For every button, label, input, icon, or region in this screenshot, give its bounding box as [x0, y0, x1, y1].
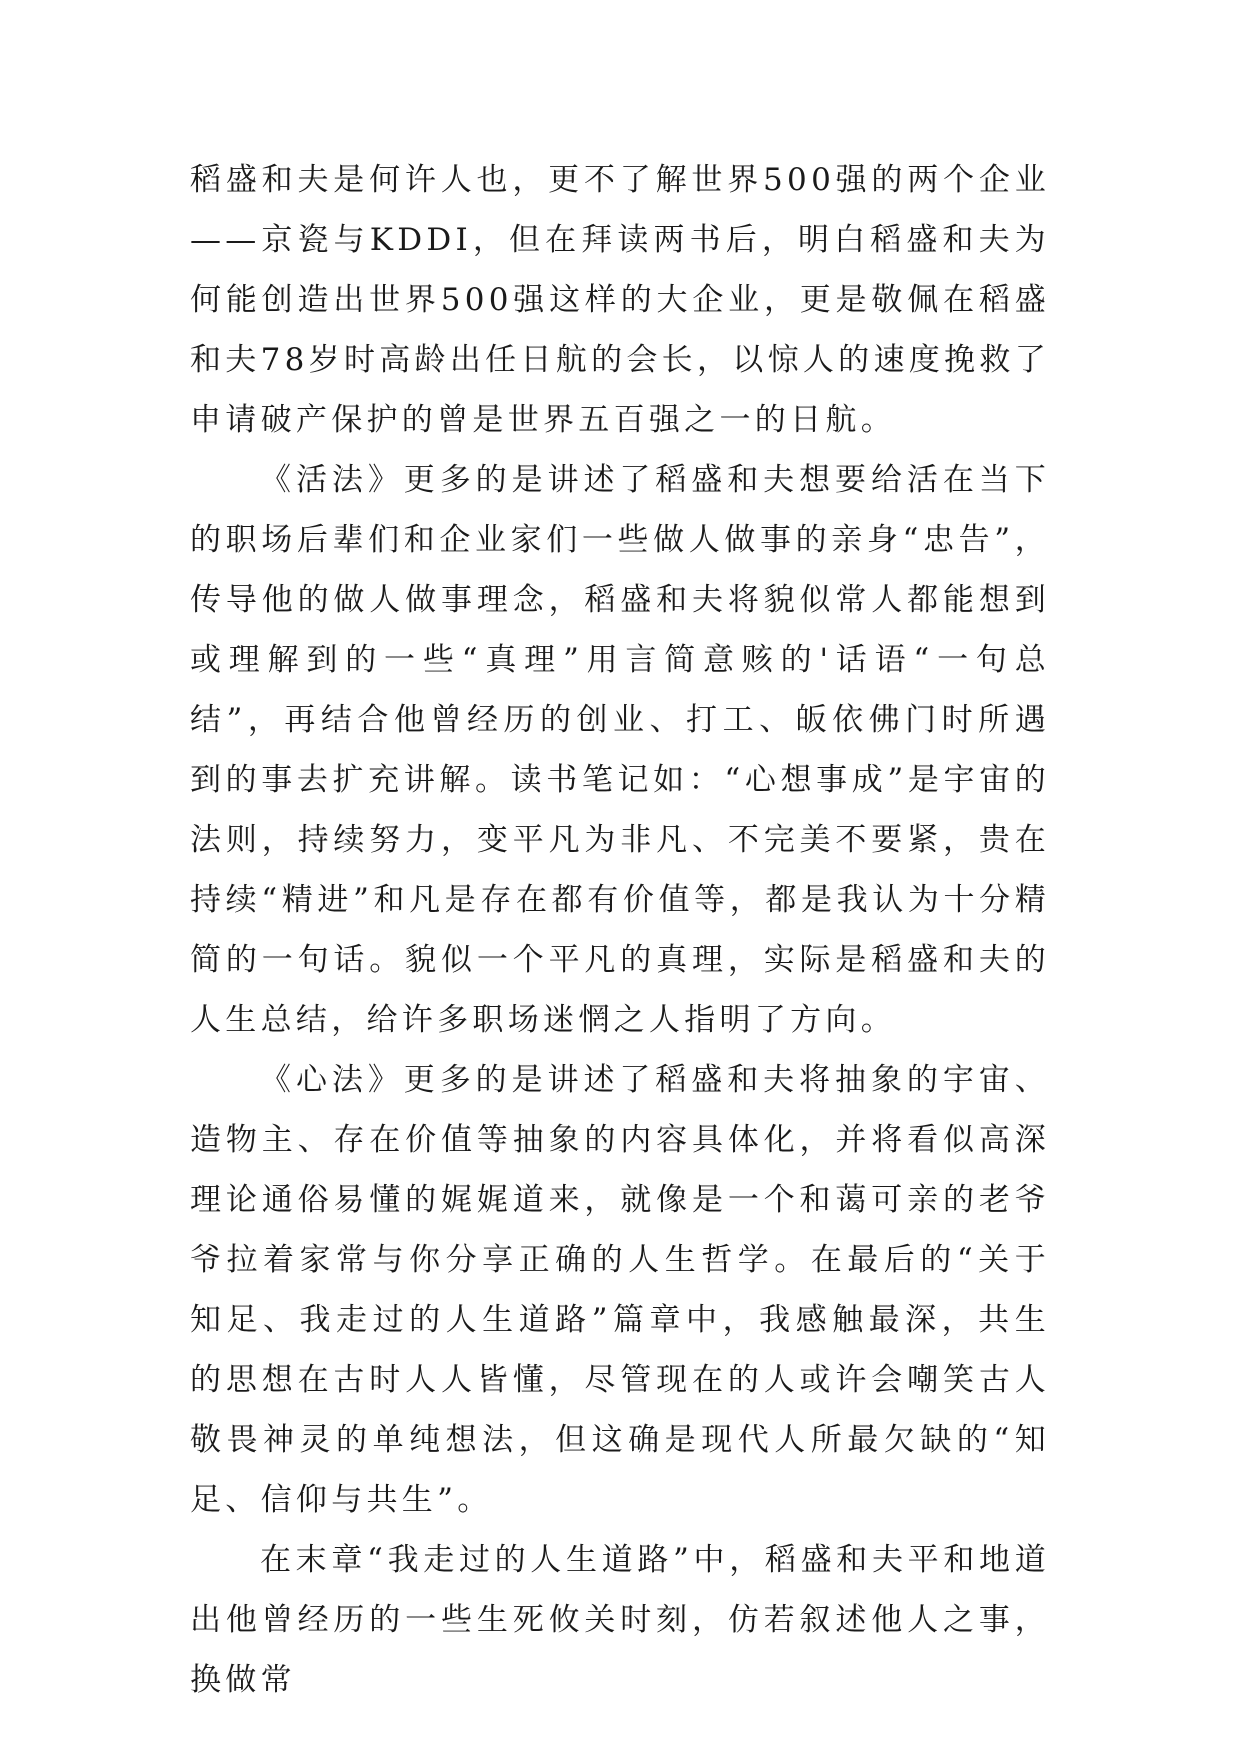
paragraph-3: 《心法》更多的是讲述了稻盛和夫将抽象的宇宙、造物主、存在价值等抽象的内容具体化，并将看似高深理论通俗易懂的娓娓道来，就像是一个和蔼可亲的老爷爷拉着家常与你分享正确的人生哲学。在最后的“关于知足、我走过的人生道路”篇章中，我感触最深，共生的思想在古时人人皆懂，尽管现在的人或许会嘲笑古人敬畏神灵的单纯想法，但这确是现代人所最欠缺的“知足、信仰与共生”。: [190, 1062, 1050, 1518]
paragraph-1: 稻盛和夫是何许人也，更不了解世界500强的两个企业——京瓷与KDDI，但在拜读两书后，明白稻盛和夫为何能创造出世界500强这样的大企业，更是敬佩在稻盛和夫78岁时高龄出任日航的会长，以惊人的速度挽救了申请破产保护的曾是世界五百强之一的日航。: [190, 162, 1050, 438]
body-text: [190, 150, 1050, 1710]
paragraph-2: 《活法》更多的是讲述了稻盛和夫想要给活在当下的职场后辈们和企业家们一些做人做事的亲身“忠告”，传导他的做人做事理念，稻盛和夫将貌似常人都能想到或理解到的一些“真理”用言简意赅的'话语“一句总结”，再结合他曾经历的创业、打工、皈依佛门时所遇到的事去扩充讲解。读书笔记如：“心想事成”是宇宙的法则，持续努力，变平凡为非凡、不完美不要紧，贵在持续“精进”和凡是存在都有价值等，都是我认为十分精简的一句话。貌似一个平凡的真理，实际是稻盛和夫的人生总结，给许多职场迷惘之人指明了方向。: [190, 462, 1050, 1038]
paragraph-4: 在末章“我走过的人生道路”中，稻盛和夫平和地道出他曾经历的一些生死攸关时刻，仿若叙述他人之事，换做常: [190, 1542, 1050, 1698]
